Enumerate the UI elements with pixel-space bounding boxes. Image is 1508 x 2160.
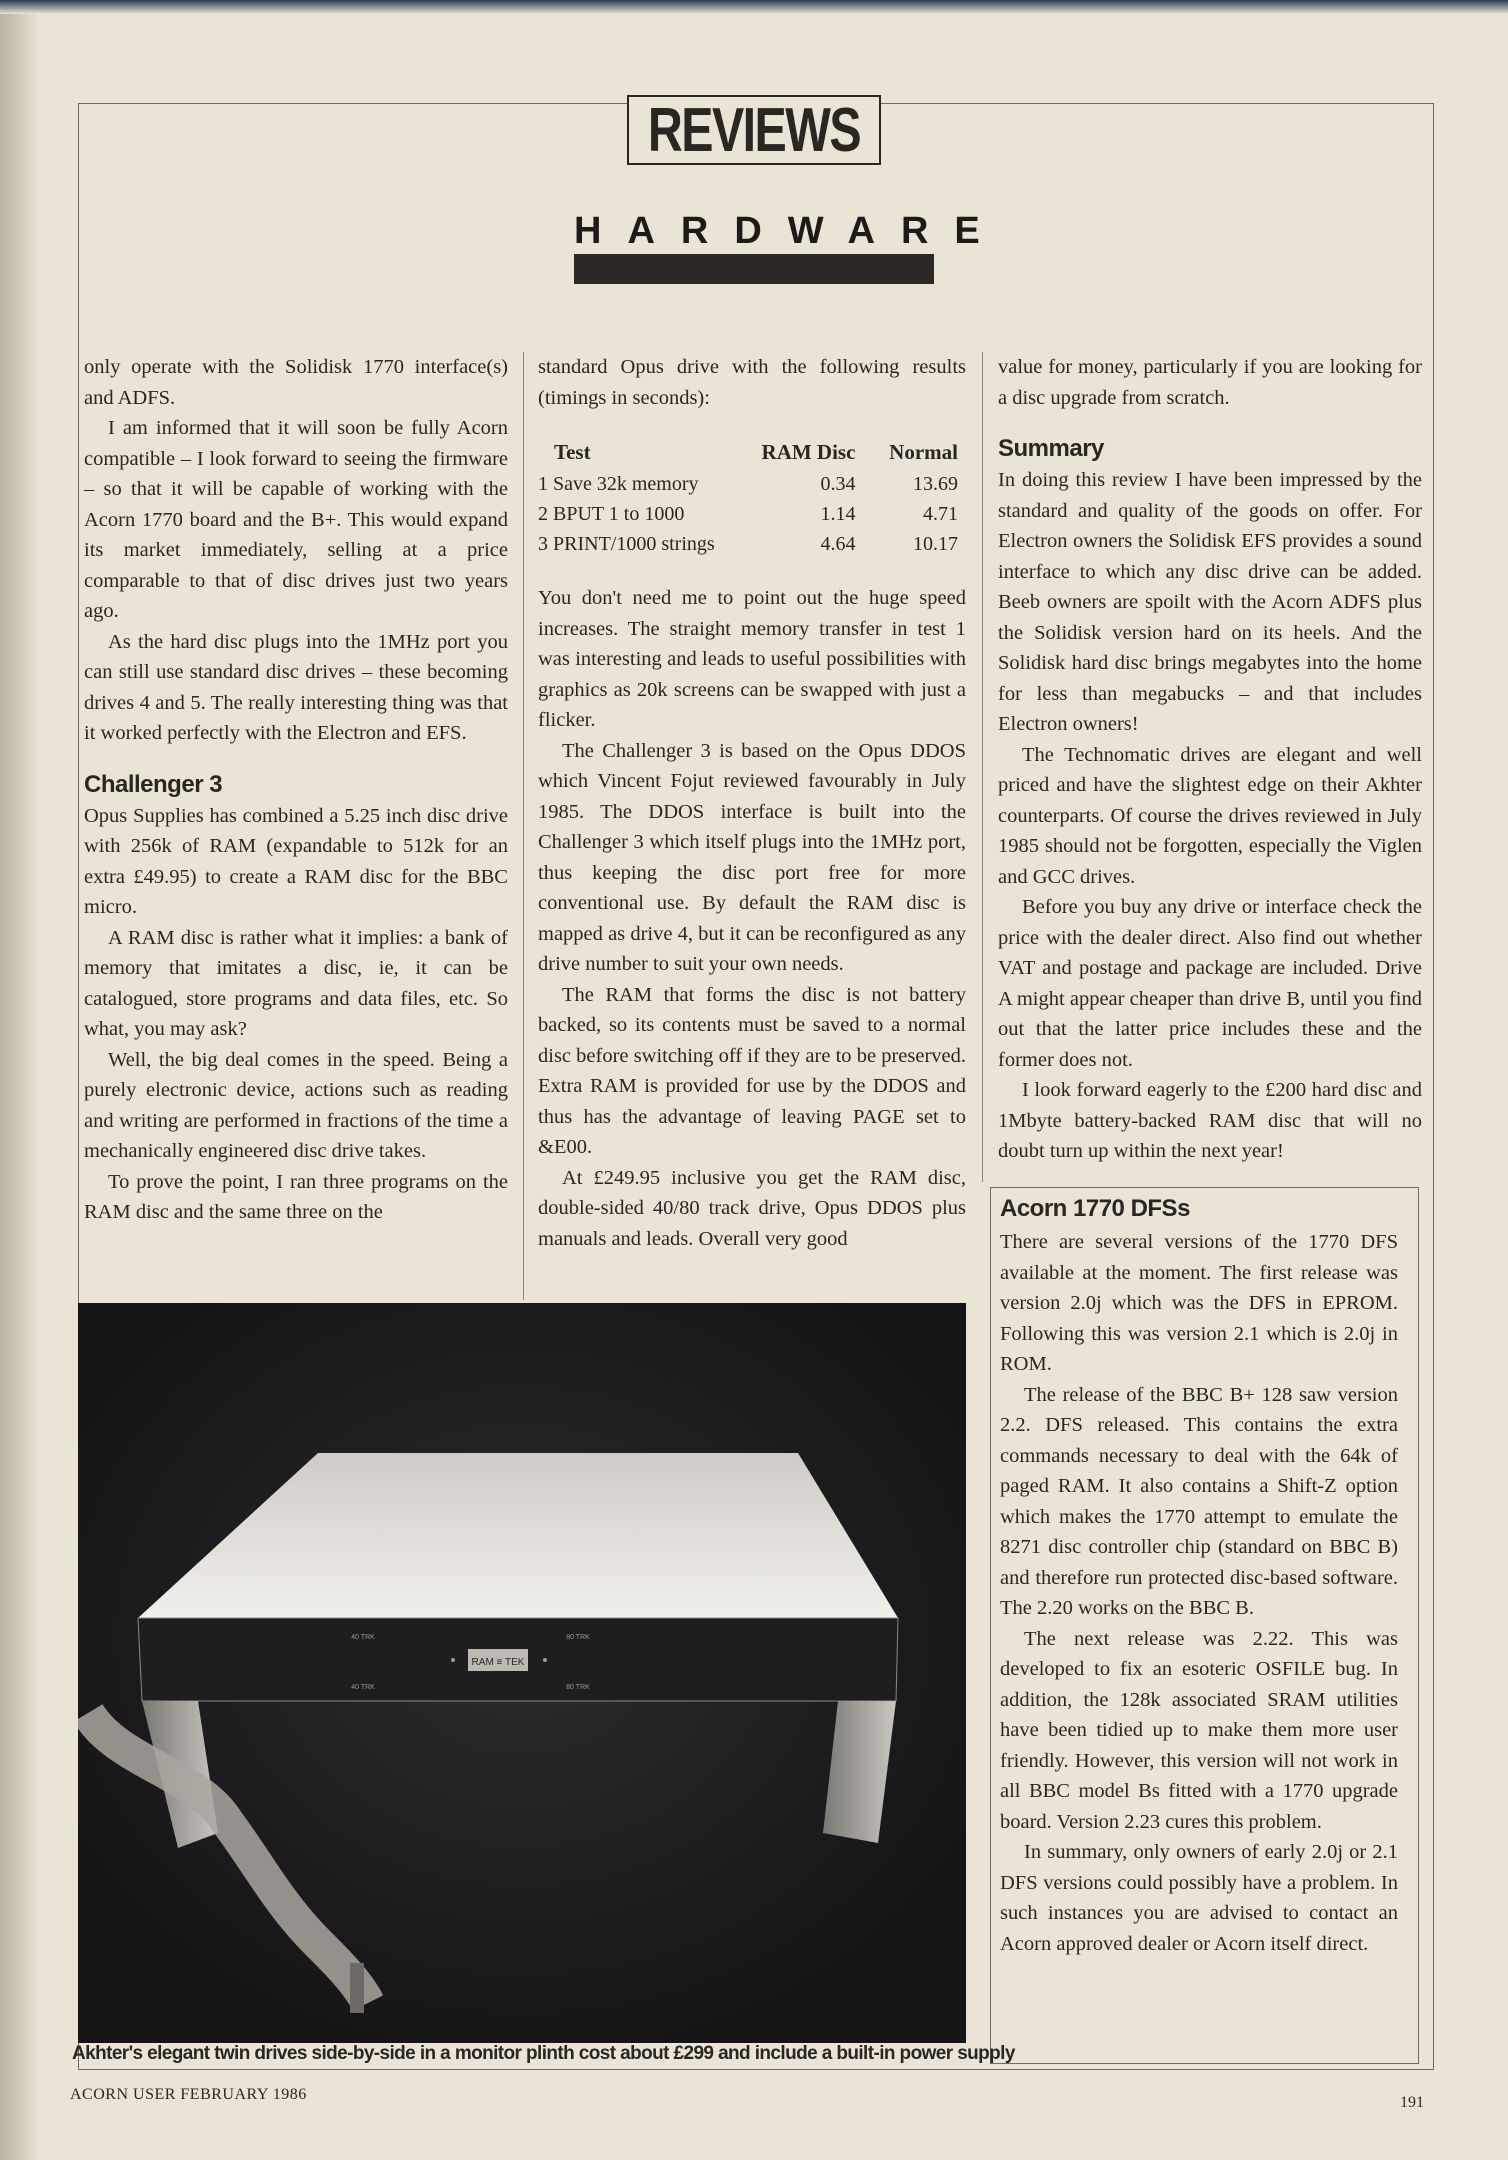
column-rule-1 [523,352,524,1300]
drive-tag: 40 TRK [351,1684,375,1691]
product-photo [78,1303,966,2043]
paragraph: I look forward eagerly to the £200 hard disc and 1Mbyte battery-backed RAM disc that will no doubt turn up within the next year! [998,1079,1422,1162]
section-heading-hardware: HARDWARE [574,210,1006,252]
table-row [538,499,966,529]
paragraph: value for money, particularly if you are looking for a disc upgrade from scratch. [998,356,1422,409]
table-header-row [538,435,966,469]
drive-tag: 40 TRK [351,1634,375,1641]
page-footer: ACORN USER FEBRUARY 1986 [70,2086,307,2103]
table-cell: 0.34 [820,473,856,495]
paragraph: In doing this review I have been impressed by the standard and quality of the goods on offer. For Electron owners the Solidisk EFS provides a sound interface to which any disc drive can be added. Beeb owners are spoilt with the Acorn ADFS plus the Solidisk version hard on its heels. And the Solidisk hard disc brings megabytes into the home for less than megabucks – and that includes Electron owners! [998,469,1422,735]
paragraph: The Technomatic drives are elegant and well priced and have the slightest edge on their Akhter counterparts. Of course the drives reviewed in July 1985 should not be forgotten, especially the Viglen and GCC drives. [998,743,1422,888]
column-1 [84,352,508,1228]
drive-led [451,1658,455,1662]
column-3 [998,352,1422,1167]
paragraph: only operate with the Solidisk 1770 interface(s) and ADFS. [84,356,508,409]
paragraph: In summary, only owners of early 2.0j or 2.1 DFS versions could possibly have a problem. In such instances you are advised to contact an Acorn approved dealer or Acorn itself direct. [1000,1841,1398,1955]
table-cell: 4.71 [923,503,958,525]
photo-caption: Akhter's elegant twin drives side-by-side in a monitor plinth cost about £299 and include a built-in power supply [72,2043,1015,2064]
paragraph: The Challenger 3 is based on the Opus DDOS which Vincent Fojut reviewed favourably in July 1985. The DDOS interface is built into the Challenger 3 which itself plugs into the 1MHz port, thus keeping the disc port free for more conventional use. By default the RAM disc is mapped as drive 4, but it can be reconfigured as any drive number to suit your own needs. [538,739,966,975]
paragraph: A RAM disc is rather what it implies: a bank of memory that imitates a disc, ie, it can be catalogued, store programs and data files, etc. So what, you may ask? [84,926,508,1040]
drive-plinth-illustration [78,1303,966,2043]
table-row [538,469,966,499]
table-cell: 1 Save 32k memory [538,473,699,495]
column-rule-2 [982,352,983,1182]
table-cell: 3 PRINT/1000 strings [538,533,715,555]
sidebar-box-text [1000,1193,1398,1959]
paragraph: Well, the big deal comes in the speed. Being a purely electronic device, actions such as reading and writing are performed in fractions of the time a mechanically engineered disc drive takes. [84,1048,508,1162]
page-top-edge [0,0,1508,14]
paragraph: The release of the BBC B+ 128 saw version 2.2. DFS released. This contains the extra commands necessary to deal with the 64k of paged RAM. It also contains a Shift-Z option which makes the 1770 attempt to emulate the 8271 disc controller chip (standard on BBC B) and therefore run protected disc-based software. The 2.20 works on the BBC B. [1000,1383,1398,1619]
page-edge-shadow [0,0,40,2160]
table-header: Test [554,440,591,464]
drive-tag: 80 TRK [566,1684,590,1691]
paragraph: You don't need me to point out the huge speed increases. The straight memory transfer in test 1 was interesting and leads to useful possibilities with graphics as 20k screens can be swapped with just a flicker. [538,587,966,731]
page-number: 191 [1400,2094,1424,2111]
table-cell: 13.69 [913,473,958,495]
front-panel-label: RAM ≡ TEK [471,1657,525,1668]
table-header: Normal [889,440,958,464]
table-header: RAM Disc [761,440,856,464]
table-row [538,529,966,559]
subheading-summary: Summary [998,435,1104,462]
table-cell: 2 BPUT 1 to 1000 [538,503,685,525]
drive-led [543,1658,547,1662]
paragraph: Before you buy any drive or interface check the price with the dealer direct. Also find out whether VAT and postage and package are included. Drive A might appear cheaper than drive B, until you find out that the latter price includes these and the former does not. [998,896,1422,1071]
paragraph: As the hard disc plugs into the 1MHz port you can still use standard disc drives – these becoming drives 4 and 5. The really interesting thing was that it worked perfectly with the Electron and EFS. [84,630,508,744]
subheading-challenger-3: Challenger 3 [84,770,223,798]
paragraph: The RAM that forms the disc is not battery backed, so its contents must be saved to a normal disc before switching off if they are to be preserved. Extra RAM is provided for use by the DDOS and thus has the advantage of leaving PAGE set to &E00. [538,983,966,1158]
paragraph: I am informed that it will soon be fully Acorn compatible – I look forward to seeing the firmware – so that it will be capable of working with the Acorn 1770 board and the B+. This would expand its market immediately, selling at a price comparable to that of disc drives just two years ago. [84,417,508,622]
masthead-reviews: REVIEWS [627,95,881,165]
paragraph: The next release was 2.22. This was developed to fix an esoteric OSFILE bug. In addition, the 128k associated SRAM utilities have been tidied up to make them more user friendly. However, this version will not work in all BBC model Bs fitted with a 1770 upgrade board. Version 2.23 cures this problem. [1000,1627,1398,1833]
table-cell: 4.64 [820,533,856,555]
table-cell: 1.14 [820,503,856,525]
subheading-acorn-1770-dfss: Acorn 1770 DFSs [1000,1195,1190,1222]
paragraph: There are several versions of the 1770 DFS available at the moment. The first release was version 2.0j which was the DFS in EPROM. Following this was version 2.1 which is 2.0j in ROM. [1000,1231,1398,1375]
timings-table [538,435,966,559]
paragraph: standard Opus drive with the following results (timings in seconds): [538,356,966,409]
paragraph: To prove the point, I ran three programs on the RAM disc and the same three on the [84,1170,508,1223]
paragraph: At £249.95 inclusive you get the RAM disc, double-sided 40/80 track drive, Opus DDOS plus manuals and leads. Overall very good [538,1166,966,1250]
paragraph: Opus Supplies has combined a 5.25 inch disc drive with 256k of RAM (expandable to 512k for an extra £49.95) to create a RAM disc for the BBC micro. [84,804,508,918]
column-2 [538,352,966,1254]
drive-tag: 80 TRK [566,1634,590,1641]
table-cell: 10.17 [913,533,958,555]
section-bar [574,254,934,284]
ribbon-connector [350,1963,364,2013]
